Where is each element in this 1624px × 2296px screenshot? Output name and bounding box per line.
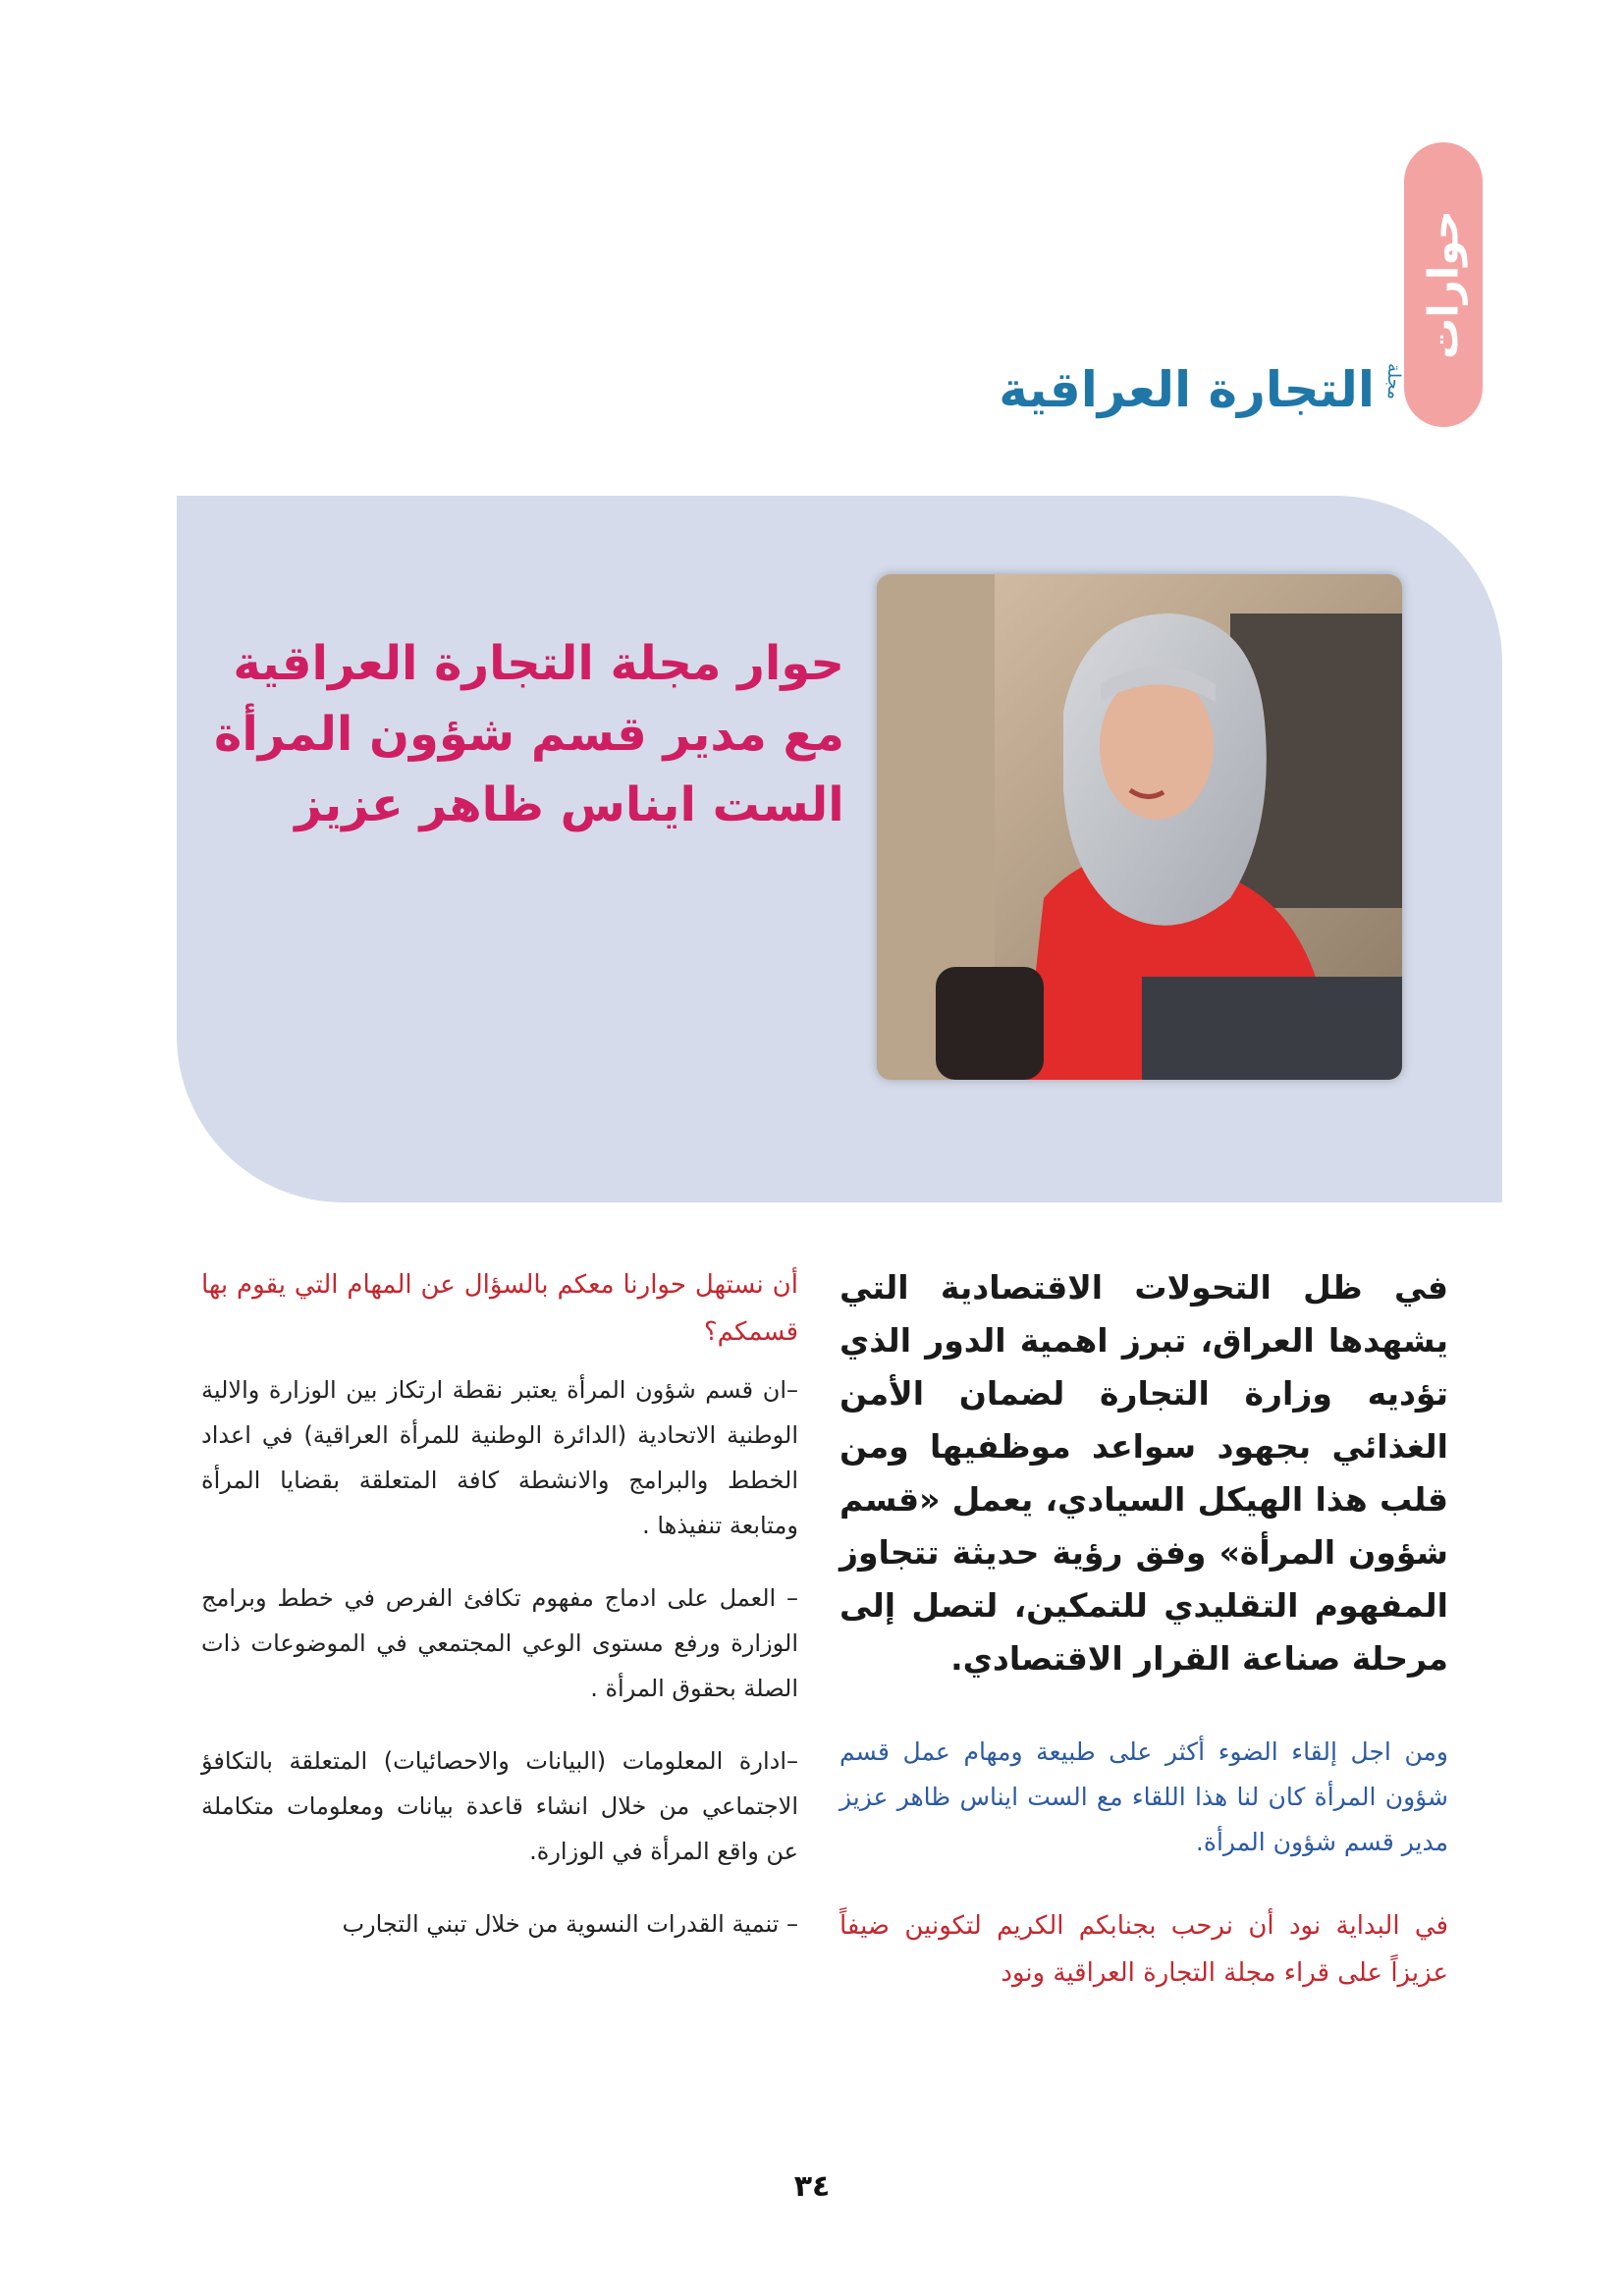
question-1: أن نستهل حوارنا معكم بالسؤال عن المهام التي يقوم بها قسمكم؟	[201, 1270, 798, 1347]
magazine-logo-main: التجارة العراقية	[999, 361, 1375, 418]
left-column	[201, 1261, 798, 1974]
interview-title-line-3: الست ايناس ظاهر عزيز	[295, 777, 844, 832]
answer-paragraph-4: – تنمية القدرات النسوية من خلال تبني التجارب	[342, 1910, 798, 1938]
interview-title	[214, 628, 844, 840]
intro-blue-paragraph: ومن اجل إلقاء الضوء أكثر على طبيعة ومهام عمل قسم شؤون المرأة كان لنا هذا اللقاء مع الست ايناس ظاهر عزيز مدير قسم شؤون المرأة.	[839, 1737, 1448, 1856]
answer-paragraph-1: –ان قسم شؤون المرأة يعتبر نقطة ارتكاز بين الوزارة والالية الوطنية الاتحادية (الدائرة الوطنية للمرأة العراقية) في اعداد الخطط والبرامج والانشطة كافة المتعلقة بقضايا المرأة ومتابعة تنفيذها .	[201, 1376, 798, 1539]
magazine-logo-small: مجلة	[1383, 363, 1404, 400]
answer-paragraph-2: – العمل على ادماج مفهوم تكافئ الفرص في خطط وبرامج الوزارة ورفع مستوى الوعي المجتمعي في الموضوعات ذات الصلة بحقوق المرأة .	[201, 1584, 798, 1702]
interview-title-line-1: حوار مجلة التجارة العراقية	[233, 636, 844, 691]
interview-title-line-2: مع مدير قسم شؤون المرأة	[214, 707, 844, 762]
answer-paragraph-3: –ادارة المعلومات (البيانات والاحصائيات) المتعلقة بالتكافؤ الاجتماعي من خلال انشاء قاعدة بيانات ومعلومات متكاملة عن واقع المرأة في الوزارة.	[201, 1747, 798, 1865]
section-tab	[1404, 142, 1483, 427]
section-tab-label: حوارات	[1419, 210, 1468, 359]
right-column	[839, 1261, 1448, 2008]
magazine-logo	[999, 353, 1404, 442]
intro-paragraph: في ظل التحولات الاقتصادية التي يشهدها العراق، تبرز اهمية الدور الذي تؤديه وزارة التجارة لضمان الأمن الغذائي بجهود سواعد موظفيها ومن قلب هذا الهيكل السيادي، يعمل «قسم شؤون المرأة» وفق رؤية حديثة تتجاوز المفهوم التقليدي للتمكين، لتصل إلى مرحلة صناعة القرار الاقتصادي.	[839, 1268, 1448, 1678]
page-number: ٣٤	[793, 2169, 831, 2204]
interviewee-photo	[877, 574, 1402, 1080]
welcome-question: في البداية نود أن نرحب بجنابكم الكريم لتكونين ضيفاً عزيزاً على قراء مجلة التجارة العراقية ونود	[839, 1911, 1448, 1988]
